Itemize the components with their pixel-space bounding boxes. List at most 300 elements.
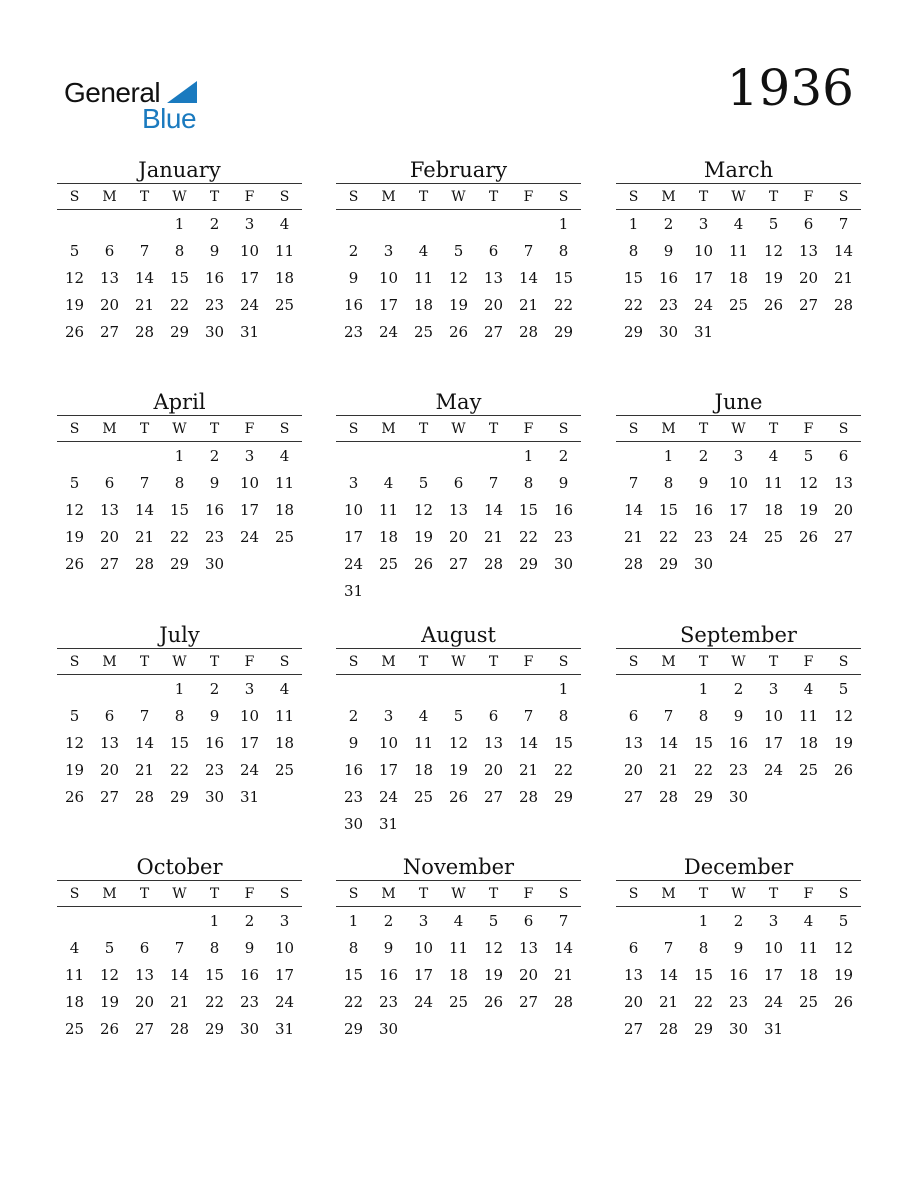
weekday-label: T <box>139 653 150 670</box>
weekday-label: W <box>731 420 746 437</box>
weekday-label: S <box>279 885 290 902</box>
day-cell: 20 <box>483 761 504 779</box>
day-cell: 13 <box>798 242 819 260</box>
day-cell: 25 <box>728 296 749 314</box>
day-grid <box>57 676 302 811</box>
day-cell: 26 <box>99 1020 120 1038</box>
day-cell: 25 <box>64 1020 85 1038</box>
weekday-label: S <box>69 653 80 670</box>
day-cell: 8 <box>174 242 185 260</box>
day-cell: 15 <box>693 966 714 984</box>
day-cell: 2 <box>348 242 359 260</box>
day-cell: 21 <box>134 761 155 779</box>
day-cell: 3 <box>768 680 779 698</box>
day-cell: 29 <box>553 323 574 341</box>
day-cell: 9 <box>558 474 569 492</box>
day-cell: 6 <box>803 215 814 233</box>
day-cell: 13 <box>833 474 854 492</box>
day-cell: 20 <box>483 296 504 314</box>
day-cell: 22 <box>169 528 190 546</box>
day-cell: 18 <box>798 966 819 984</box>
month-name: October <box>136 855 223 879</box>
day-cell: 29 <box>169 788 190 806</box>
day-grid <box>616 443 861 578</box>
weekday-label: S <box>69 420 80 437</box>
weekday-label: S <box>838 885 849 902</box>
day-cell: 3 <box>244 447 255 465</box>
day-cell: 24 <box>693 296 714 314</box>
day-cell: 8 <box>628 242 639 260</box>
weekday-label: S <box>69 188 80 205</box>
weekday-header <box>336 415 581 442</box>
day-cell: 3 <box>418 912 429 930</box>
weekday-label: T <box>768 188 779 205</box>
day-cell: 1 <box>174 447 185 465</box>
day-cell: 1 <box>209 912 220 930</box>
day-cell: 5 <box>768 215 779 233</box>
day-cell: 30 <box>239 1020 260 1038</box>
day-cell: 27 <box>623 788 644 806</box>
day-cell: 9 <box>348 269 359 287</box>
day-cell: 11 <box>274 474 295 492</box>
day-cell: 19 <box>798 501 819 519</box>
day-cell: 11 <box>798 939 819 957</box>
day-cell: 23 <box>553 528 574 546</box>
day-cell: 31 <box>378 815 399 833</box>
weekday-header <box>57 415 302 442</box>
day-cell: 21 <box>833 269 854 287</box>
day-cell: 7 <box>523 707 534 725</box>
day-cell: 23 <box>658 296 679 314</box>
weekday-label: T <box>209 653 220 670</box>
day-cell: 3 <box>244 680 255 698</box>
empty-cell <box>476 676 511 703</box>
day-cell: 23 <box>378 993 399 1011</box>
day-cell: 1 <box>698 912 709 930</box>
day-cell: 7 <box>139 474 150 492</box>
day-cell: 2 <box>348 707 359 725</box>
day-cell: 14 <box>833 242 854 260</box>
day-cell: 9 <box>383 939 394 957</box>
day-cell: 23 <box>239 993 260 1011</box>
day-cell: 1 <box>558 215 569 233</box>
empty-cell <box>92 443 127 470</box>
day-cell: 5 <box>104 939 115 957</box>
empty-cell <box>92 908 127 935</box>
empty-cell <box>57 443 92 470</box>
day-cell: 10 <box>239 242 260 260</box>
day-cell: 9 <box>663 242 674 260</box>
day-cell: 10 <box>378 269 399 287</box>
day-cell: 30 <box>553 555 574 573</box>
month-november <box>336 853 581 1043</box>
weekday-label: F <box>803 420 814 437</box>
day-cell: 1 <box>174 215 185 233</box>
day-cell: 15 <box>623 269 644 287</box>
day-cell: 27 <box>134 1020 155 1038</box>
weekday-label: T <box>768 653 779 670</box>
day-cell: 6 <box>628 939 639 957</box>
day-cell: 8 <box>558 707 569 725</box>
day-cell: 22 <box>204 993 225 1011</box>
day-grid <box>616 676 861 811</box>
day-cell: 2 <box>383 912 394 930</box>
day-cell: 25 <box>378 555 399 573</box>
day-cell: 23 <box>343 323 364 341</box>
day-cell: 4 <box>733 215 744 233</box>
day-cell: 6 <box>104 242 115 260</box>
day-cell: 25 <box>413 323 434 341</box>
day-cell: 16 <box>343 761 364 779</box>
day-cell: 16 <box>204 269 225 287</box>
day-cell: 8 <box>348 939 359 957</box>
day-cell: 26 <box>64 555 85 573</box>
empty-cell <box>127 676 162 703</box>
day-cell: 18 <box>64 993 85 1011</box>
weekday-label: F <box>244 653 255 670</box>
day-cell: 23 <box>204 761 225 779</box>
day-cell: 14 <box>518 269 539 287</box>
day-cell: 19 <box>483 966 504 984</box>
weekday-label: S <box>348 188 359 205</box>
day-cell: 7 <box>663 707 674 725</box>
weekday-label: F <box>803 885 814 902</box>
month-name: March <box>703 158 774 182</box>
month-name: May <box>435 390 482 414</box>
month-october <box>57 853 302 1043</box>
day-cell: 10 <box>378 734 399 752</box>
day-cell: 11 <box>274 707 295 725</box>
day-cell: 5 <box>803 447 814 465</box>
day-cell: 20 <box>134 993 155 1011</box>
day-cell: 22 <box>553 296 574 314</box>
day-cell: 9 <box>244 939 255 957</box>
day-cell: 28 <box>658 1020 679 1038</box>
day-cell: 9 <box>209 707 220 725</box>
day-cell: 21 <box>658 993 679 1011</box>
day-cell: 11 <box>728 242 749 260</box>
weekday-label: M <box>661 188 676 205</box>
day-cell: 14 <box>518 734 539 752</box>
day-cell: 2 <box>663 215 674 233</box>
weekday-label: W <box>172 885 187 902</box>
day-cell: 27 <box>448 555 469 573</box>
day-cell: 5 <box>69 242 80 260</box>
empty-cell <box>511 211 546 238</box>
day-cell: 30 <box>693 555 714 573</box>
day-cell: 10 <box>343 501 364 519</box>
day-cell: 13 <box>99 269 120 287</box>
day-cell: 23 <box>728 761 749 779</box>
empty-cell <box>651 676 686 703</box>
day-cell: 15 <box>658 501 679 519</box>
empty-cell <box>616 908 651 935</box>
day-cell: 20 <box>99 761 120 779</box>
day-cell: 20 <box>623 761 644 779</box>
day-cell: 13 <box>483 734 504 752</box>
day-cell: 10 <box>274 939 295 957</box>
month-december <box>616 853 861 1043</box>
day-cell: 24 <box>413 993 434 1011</box>
day-cell: 7 <box>838 215 849 233</box>
day-cell: 11 <box>274 242 295 260</box>
empty-cell <box>616 443 651 470</box>
day-cell: 26 <box>448 788 469 806</box>
day-cell: 12 <box>413 501 434 519</box>
day-cell: 7 <box>139 242 150 260</box>
month-june <box>616 388 861 578</box>
day-cell: 15 <box>169 501 190 519</box>
day-cell: 26 <box>448 323 469 341</box>
weekday-label: F <box>523 420 534 437</box>
day-cell: 22 <box>518 528 539 546</box>
month-july <box>57 621 302 811</box>
month-august <box>336 621 581 838</box>
day-cell: 24 <box>763 993 784 1011</box>
day-cell: 18 <box>413 296 434 314</box>
day-cell: 21 <box>553 966 574 984</box>
day-cell: 6 <box>453 474 464 492</box>
day-cell: 10 <box>239 474 260 492</box>
day-cell: 17 <box>378 761 399 779</box>
day-cell: 30 <box>204 788 225 806</box>
weekday-label: S <box>69 885 80 902</box>
day-cell: 26 <box>64 323 85 341</box>
day-cell: 14 <box>134 734 155 752</box>
month-february <box>336 156 581 346</box>
day-cell: 14 <box>553 939 574 957</box>
day-cell: 16 <box>553 501 574 519</box>
weekday-label: F <box>523 188 534 205</box>
day-cell: 20 <box>833 501 854 519</box>
day-cell: 20 <box>798 269 819 287</box>
empty-cell <box>371 443 406 470</box>
day-cell: 20 <box>99 528 120 546</box>
day-cell: 15 <box>553 734 574 752</box>
day-cell: 18 <box>274 734 295 752</box>
empty-cell <box>406 443 441 470</box>
day-cell: 10 <box>763 939 784 957</box>
day-cell: 8 <box>523 474 534 492</box>
empty-cell <box>57 676 92 703</box>
day-cell: 27 <box>833 528 854 546</box>
day-cell: 30 <box>658 323 679 341</box>
day-cell: 27 <box>798 296 819 314</box>
day-cell: 9 <box>698 474 709 492</box>
weekday-header <box>57 183 302 210</box>
month-may <box>336 388 581 605</box>
day-cell: 8 <box>174 474 185 492</box>
day-cell: 8 <box>698 707 709 725</box>
day-cell: 2 <box>209 680 220 698</box>
weekday-label: S <box>558 188 569 205</box>
day-cell: 12 <box>763 242 784 260</box>
weekday-label: S <box>838 420 849 437</box>
weekday-label: M <box>661 885 676 902</box>
day-cell: 30 <box>728 1020 749 1038</box>
day-cell: 13 <box>518 939 539 957</box>
day-cell: 9 <box>733 939 744 957</box>
day-cell: 17 <box>239 734 260 752</box>
day-cell: 4 <box>69 939 80 957</box>
day-cell: 31 <box>274 1020 295 1038</box>
day-cell: 21 <box>134 528 155 546</box>
day-cell: 23 <box>204 528 225 546</box>
day-cell: 2 <box>698 447 709 465</box>
day-cell: 6 <box>838 447 849 465</box>
day-cell: 12 <box>483 939 504 957</box>
day-cell: 15 <box>693 734 714 752</box>
weekday-label: T <box>209 420 220 437</box>
empty-cell <box>127 908 162 935</box>
weekday-label: F <box>523 885 534 902</box>
day-cell: 14 <box>483 501 504 519</box>
weekday-label: W <box>172 653 187 670</box>
day-cell: 6 <box>523 912 534 930</box>
day-cell: 10 <box>763 707 784 725</box>
day-cell: 25 <box>798 993 819 1011</box>
day-cell: 19 <box>448 761 469 779</box>
weekday-header <box>616 183 861 210</box>
weekday-label: W <box>451 188 466 205</box>
empty-cell <box>371 676 406 703</box>
weekday-label: M <box>102 885 117 902</box>
day-cell: 28 <box>483 555 504 573</box>
day-cell: 15 <box>553 269 574 287</box>
brand-logo <box>64 76 214 136</box>
empty-cell <box>127 443 162 470</box>
weekday-label: T <box>209 885 220 902</box>
day-cell: 21 <box>518 296 539 314</box>
weekday-label: M <box>381 885 396 902</box>
day-cell: 22 <box>693 761 714 779</box>
weekday-label: M <box>102 653 117 670</box>
day-cell: 25 <box>763 528 784 546</box>
weekday-label: F <box>244 420 255 437</box>
day-cell: 12 <box>64 269 85 287</box>
day-cell: 2 <box>733 912 744 930</box>
day-cell: 4 <box>803 680 814 698</box>
month-name: July <box>159 623 200 647</box>
day-cell: 20 <box>623 993 644 1011</box>
day-cell: 11 <box>798 707 819 725</box>
day-cell: 5 <box>418 474 429 492</box>
weekday-label: S <box>348 653 359 670</box>
day-cell: 3 <box>383 707 394 725</box>
empty-cell <box>92 211 127 238</box>
day-grid <box>616 211 861 346</box>
weekday-label: W <box>731 188 746 205</box>
empty-cell <box>651 908 686 935</box>
day-cell: 18 <box>413 761 434 779</box>
day-cell: 22 <box>553 761 574 779</box>
weekday-label: T <box>698 420 709 437</box>
weekday-header <box>336 648 581 675</box>
day-cell: 28 <box>518 323 539 341</box>
day-cell: 28 <box>658 788 679 806</box>
day-cell: 19 <box>64 528 85 546</box>
day-cell: 16 <box>728 966 749 984</box>
day-cell: 18 <box>448 966 469 984</box>
day-cell: 27 <box>623 1020 644 1038</box>
weekday-label: S <box>558 653 569 670</box>
day-cell: 12 <box>64 501 85 519</box>
day-cell: 14 <box>658 734 679 752</box>
day-cell: 7 <box>663 939 674 957</box>
empty-cell <box>441 211 476 238</box>
month-january <box>57 156 302 346</box>
month-name: November <box>402 855 515 879</box>
day-cell: 19 <box>64 761 85 779</box>
day-cell: 13 <box>623 966 644 984</box>
day-cell: 15 <box>204 966 225 984</box>
day-cell: 6 <box>488 242 499 260</box>
empty-cell <box>441 676 476 703</box>
day-cell: 1 <box>523 447 534 465</box>
day-cell: 10 <box>693 242 714 260</box>
day-cell: 8 <box>209 939 220 957</box>
weekday-label: T <box>418 420 429 437</box>
day-cell: 9 <box>209 474 220 492</box>
empty-cell <box>336 443 371 470</box>
day-cell: 16 <box>658 269 679 287</box>
day-cell: 13 <box>134 966 155 984</box>
month-name: December <box>683 855 794 879</box>
day-cell: 11 <box>378 501 399 519</box>
day-cell: 4 <box>418 707 429 725</box>
day-cell: 10 <box>239 707 260 725</box>
weekday-label: W <box>731 885 746 902</box>
weekday-label: W <box>451 885 466 902</box>
day-cell: 21 <box>623 528 644 546</box>
weekday-label: T <box>698 653 709 670</box>
weekday-label: S <box>348 420 359 437</box>
day-cell: 30 <box>728 788 749 806</box>
day-cell: 11 <box>413 734 434 752</box>
weekday-label: M <box>661 420 676 437</box>
day-cell: 7 <box>628 474 639 492</box>
day-cell: 13 <box>623 734 644 752</box>
weekday-label: T <box>139 188 150 205</box>
day-cell: 24 <box>763 761 784 779</box>
day-cell: 19 <box>763 269 784 287</box>
empty-cell <box>57 211 92 238</box>
day-cell: 13 <box>99 501 120 519</box>
day-cell: 24 <box>239 296 260 314</box>
empty-cell <box>406 211 441 238</box>
weekday-header <box>616 648 861 675</box>
day-cell: 8 <box>698 939 709 957</box>
day-cell: 28 <box>518 788 539 806</box>
day-cell: 3 <box>733 447 744 465</box>
weekday-label: F <box>244 188 255 205</box>
weekday-label: M <box>381 188 396 205</box>
day-cell: 29 <box>169 555 190 573</box>
weekday-label: S <box>279 653 290 670</box>
day-cell: 8 <box>663 474 674 492</box>
weekday-label: S <box>628 188 639 205</box>
day-cell: 21 <box>658 761 679 779</box>
weekday-label: M <box>381 653 396 670</box>
month-march <box>616 156 861 346</box>
weekday-label: F <box>523 653 534 670</box>
day-cell: 23 <box>693 528 714 546</box>
day-cell: 16 <box>728 734 749 752</box>
day-cell: 27 <box>518 993 539 1011</box>
weekday-header <box>336 183 581 210</box>
empty-cell <box>476 443 511 470</box>
day-cell: 13 <box>99 734 120 752</box>
